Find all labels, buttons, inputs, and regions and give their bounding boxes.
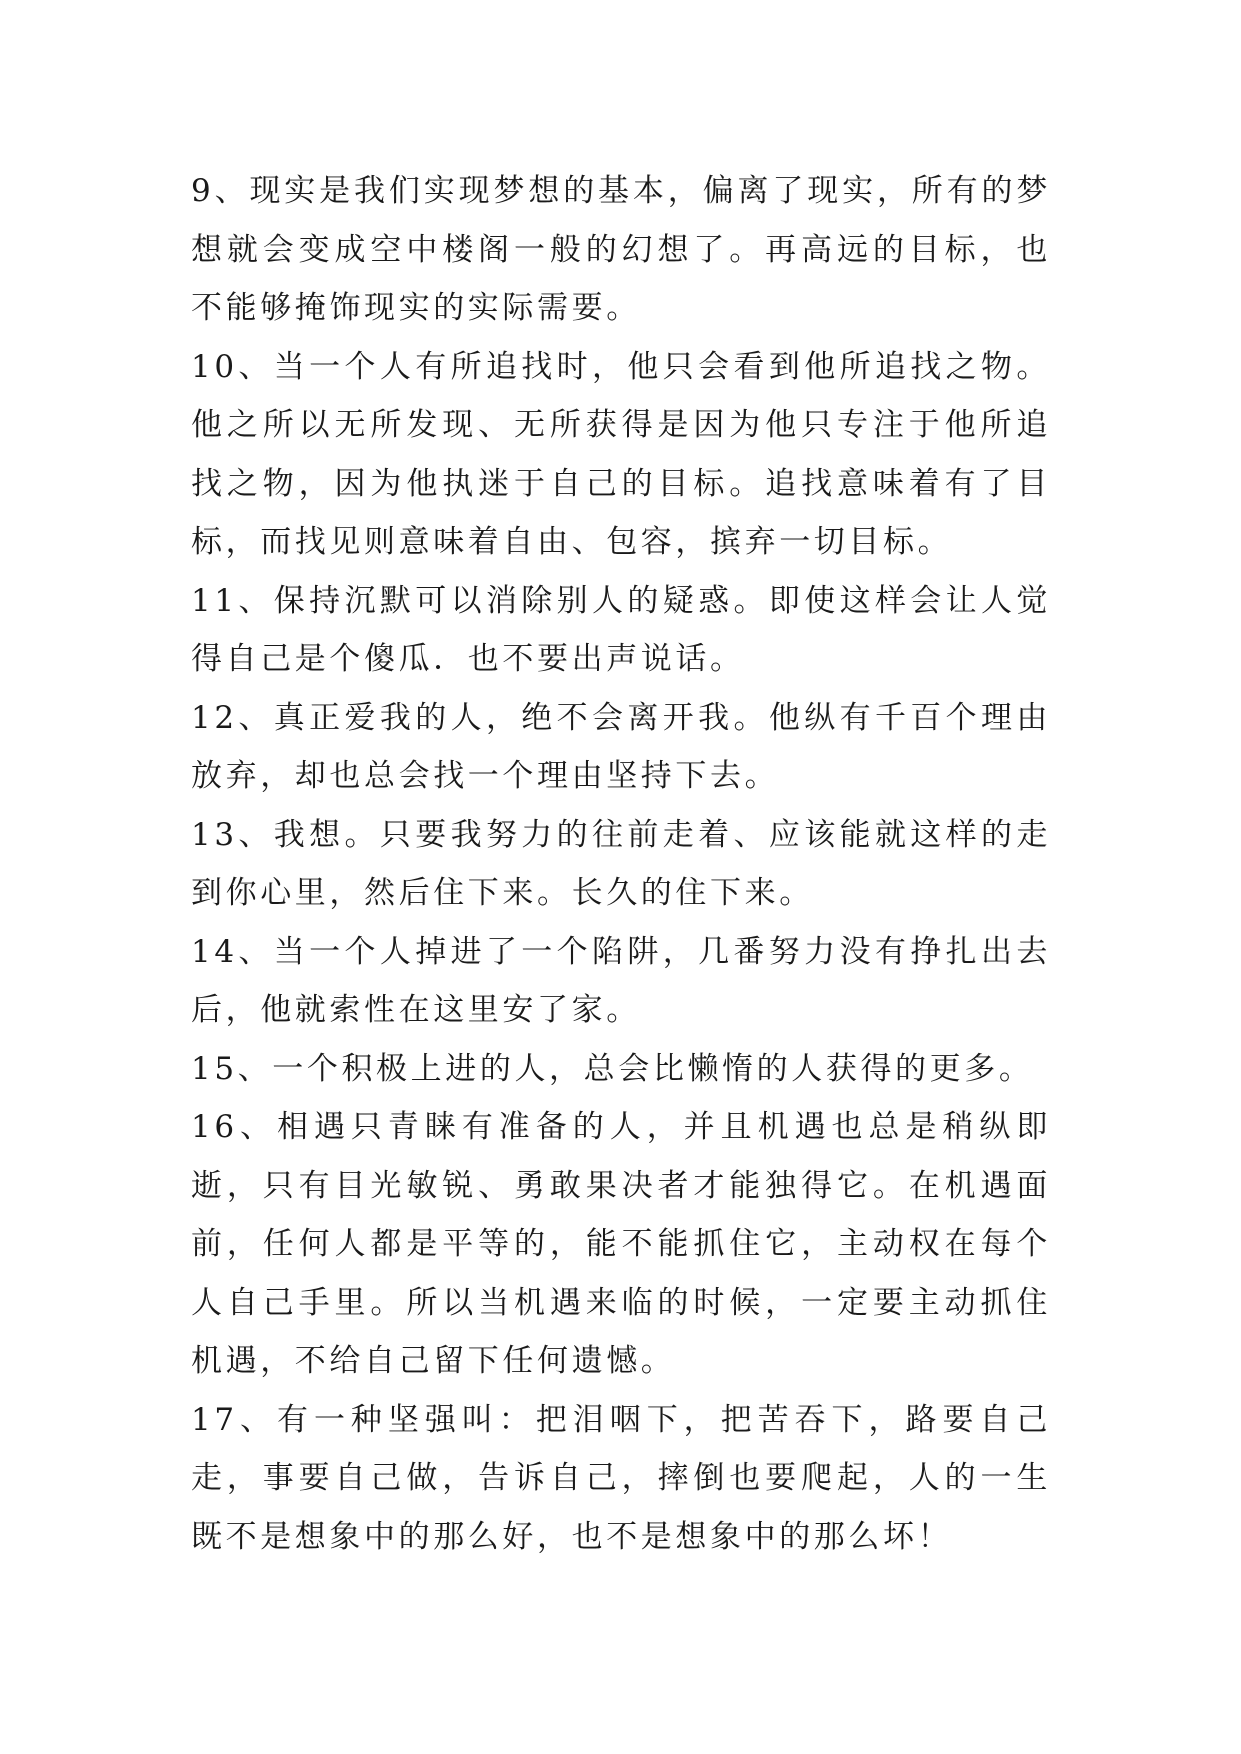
paragraph-item-15: 15、一个积极上进的人，总会比懒惰的人获得的更多。 xyxy=(191,1050,1034,1087)
paragraph-item-17: 17、有一种坚强叫：把泪咽下，把苦吞下，路要自己走，事要自己做，告诉自己，摔倒也要爬起，人的一生既不是想象中的那么好，也不是想象中的那么坏！ xyxy=(191,1401,1051,1555)
paragraph-item-14: 14、当一个人掉进了一个陷阱，几番努力没有挣扎出去后，他就索性在这里安了家。 xyxy=(191,933,1051,1028)
paragraph-item-9: 9、现实是我们实现梦想的基本，偏离了现实，所有的梦想就会变成空中楼阁一般的幻想了。再高远的目标，也不能够掩饰现实的实际需要。 xyxy=(191,173,1051,326)
paragraph-item-16: 16、相遇只青睐有准备的人，并且机遇也总是稍纵即逝，只有目光敏锐、勇敢果决者才能独得它。在机遇面前，任何人都是平等的，能不能抓住它，主动权在每个人自己手里。所以当机遇来临的时候，一定要主动抓住机遇，不给自己留下任何遗憾。 xyxy=(191,1109,1051,1379)
paragraph-item-12: 12、真正爱我的人，绝不会离开我。他纵有千百个理由放弃，却也总会找一个理由坚持下去。 xyxy=(191,699,1051,794)
paragraph-item-10: 10、当一个人有所追找时，他只会看到他所追找之物。他之所以无所发现、无所获得是因为他只专注于他所追找之物，因为他执迷于自己的目标。追找意味着有了目标，而找见则意味着自由、包容，摈弃一切目标。 xyxy=(191,348,1051,560)
paragraph-item-11: 11、保持沉默可以消除别人的疑惑。即使这样会让人觉得自己是个傻瓜．也不要出声说话。 xyxy=(191,582,1051,677)
document-body xyxy=(191,162,1051,1566)
paragraph-item-13: 13、我想。只要我努力的往前走着、应该能就这样的走到你心里，然后住下来。长久的住下来。 xyxy=(191,816,1051,911)
